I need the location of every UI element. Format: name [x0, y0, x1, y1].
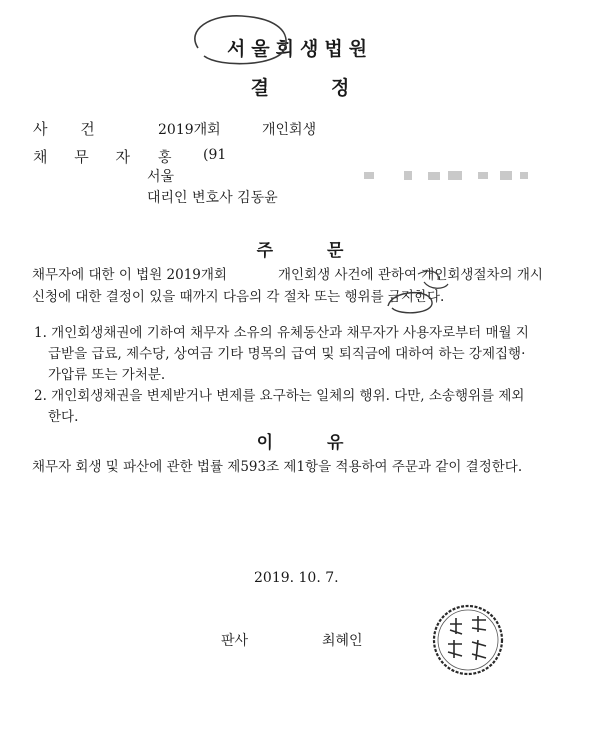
order-item-1-line-1: 1. 개인회생채권에 기하여 채무자 소유의 유체동산과 채무자가 사용자로부터 매월 지 — [34, 325, 529, 341]
doc-title-char-1: 결 — [250, 77, 269, 99]
order-line-2: 신청에 대한 결정이 있을 때까지 다음의 각 절차 또는 행위를 금지한다. — [32, 289, 445, 305]
handwritten-circle-court — [180, 10, 310, 70]
order-title-char-2: 문 — [327, 241, 344, 261]
judge-label: 판사 — [221, 633, 249, 649]
order-item-2-line-1: 2. 개인회생채권을 변제받거나 변제를 요구하는 일체의 행위. 다만, 소송행위를 제외 — [34, 388, 525, 404]
debtor-name: 홍 — [158, 150, 172, 166]
order-line-1a: 채무자에 대한 이 법원 2019개회 — [32, 267, 227, 283]
judge-name: 최혜인 — [322, 633, 363, 649]
order-item-2-line-2: 한다. — [48, 409, 79, 425]
decision-date: 2019. 10. 7. — [254, 570, 339, 586]
order-line-1b: 개인회생 사건에 관하여 개인회생절차의 개시 — [278, 267, 543, 283]
case-label: 사 건 — [33, 120, 109, 138]
order-title-char-1: 주 — [256, 241, 273, 261]
reason-text: 채무자 회생 및 파산에 관한 법률 제593조 제1항을 적용하여 주문과 같이 결정한다. — [32, 459, 523, 475]
judge-seal-stamp — [428, 600, 508, 680]
court-name: 서울회생법원 — [226, 38, 374, 60]
section-title-order — [0, 236, 600, 261]
document-type-title — [0, 73, 600, 100]
debtor-agent: 대리인 변호사 김동윤 — [147, 190, 278, 206]
debtor-id: (91 — [203, 147, 227, 163]
case-type: 개인회생 — [262, 122, 317, 138]
case-number: 2019개회 — [158, 122, 221, 138]
order-item-1-line-3: 가압류 또는 가처분. — [48, 367, 166, 383]
reason-title-char-1: 이 — [256, 433, 273, 453]
redaction-residue — [350, 168, 550, 184]
doc-title-char-2: 정 — [331, 77, 350, 99]
debtor-address: 서울 — [147, 169, 175, 185]
order-item-1-line-2: 급받을 급료, 제수당, 상여금 기타 명목의 급여 및 퇴직금에 대하여 하는 강제집행· — [48, 346, 526, 362]
reason-title-char-2: 유 — [327, 433, 344, 453]
debtor-label: 채 무 자 — [33, 148, 142, 166]
section-title-reason — [0, 428, 600, 453]
